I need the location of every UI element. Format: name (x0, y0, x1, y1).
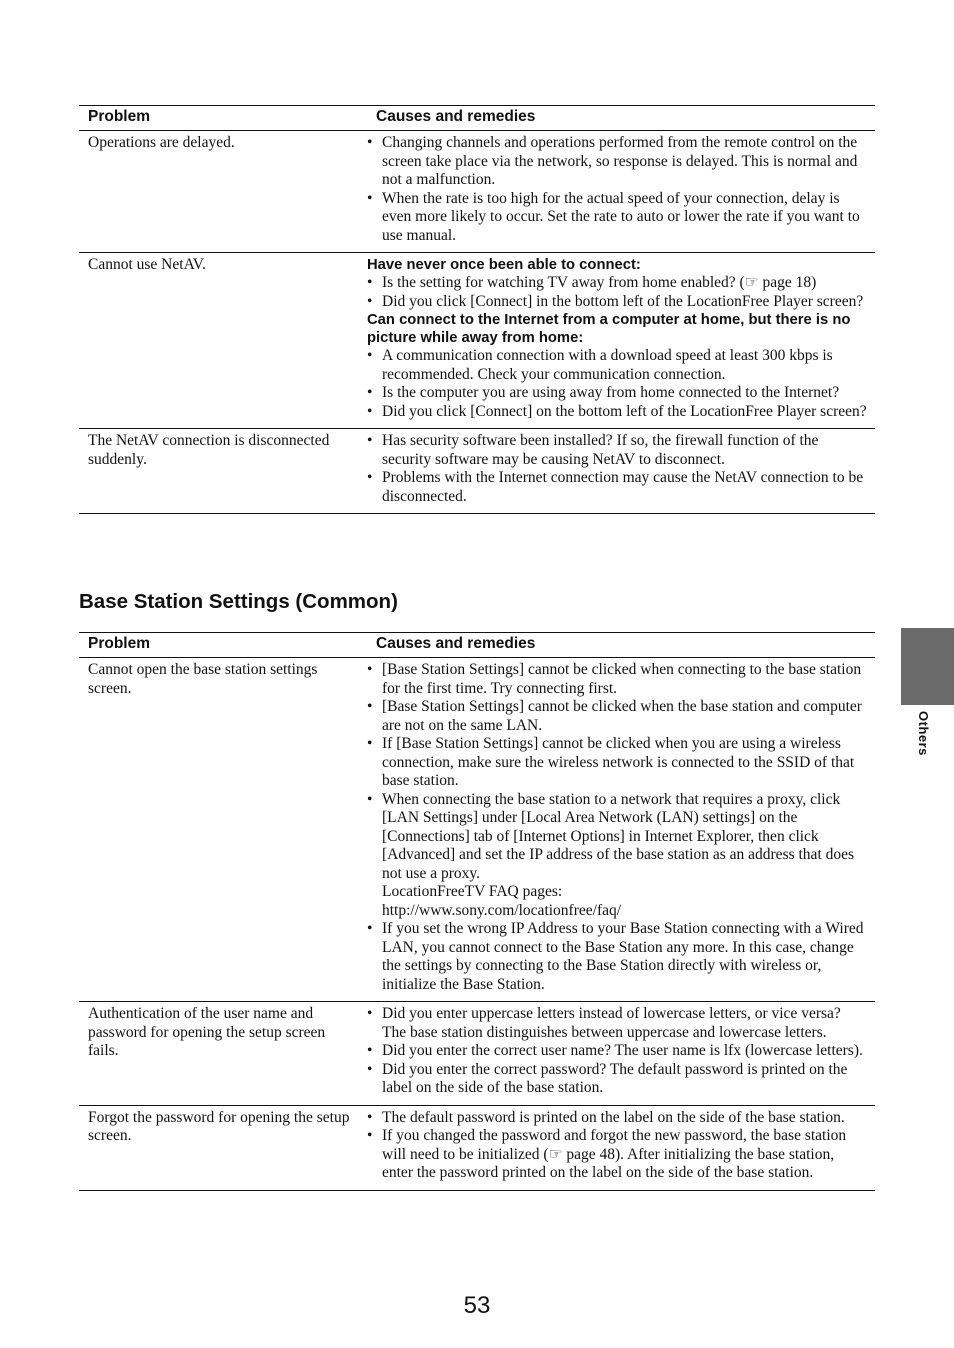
page-number: 53 (463, 1292, 491, 1319)
causes-cell (367, 1002, 875, 1106)
remedy-list (367, 134, 867, 245)
table-row (79, 1105, 875, 1190)
remedy-item: • Is the computer you are using away from home connected to the Internet? (367, 384, 867, 403)
remedy-item: • [Base Station Settings] cannot be clicked when the base station and computer are not on the same LAN. (367, 698, 867, 735)
remedy-item: • Changing channels and operations performed from the remote control on the screen take place via the network, so response is delayed. This is normal and not a malfunction. (367, 134, 867, 190)
column-header-problem: Problem (79, 633, 367, 658)
remedy-list (367, 432, 867, 506)
remedy-item: • Did you enter the correct password? The default password is printed on the label on the side of the base station. (367, 1061, 867, 1098)
column-header-causes: Causes and remedies (367, 633, 875, 658)
table-header-row (79, 106, 875, 131)
table-row (79, 131, 875, 253)
troubleshooting-table-netav (79, 105, 875, 514)
table-row (79, 1002, 875, 1106)
section-side-label: Others (916, 711, 931, 756)
causes-subheading: Can connect to the Internet from a computer at home, but there is no picture while away from home: (367, 312, 851, 346)
table-header-row (79, 633, 875, 658)
remedy-list (367, 1005, 867, 1098)
causes-cell (367, 429, 875, 514)
remedy-list (367, 661, 867, 994)
section-side-tab (901, 628, 954, 705)
remedy-item: • If [Base Station Settings] cannot be clicked when you are using a wireless connection, make sure the wireless network is connected to the SSID of that base station. (367, 735, 867, 791)
causes-cell (367, 658, 875, 1002)
problem-cell: Authentication of the user name and password for opening the setup screen fails. (79, 1002, 367, 1106)
causes-cell (367, 131, 875, 253)
remedy-item: • Problems with the Internet connection may cause the NetAV connection to be disconnected. (367, 469, 867, 506)
remedy-list (367, 274, 867, 311)
causes-subheading: Have never once been able to connect: (367, 257, 641, 273)
causes-cell (367, 1105, 875, 1190)
problem-cell: Cannot use NetAV. (79, 253, 367, 429)
problem-cell: Forgot the password for opening the setup screen. (79, 1105, 367, 1190)
remedy-item: • [Base Station Settings] cannot be clicked when connecting to the base station for the first time. Try connecting first. (367, 661, 867, 698)
troubleshooting-table-base-station (79, 632, 875, 1191)
remedy-list (367, 347, 867, 421)
problem-cell: Operations are delayed. (79, 131, 367, 253)
remedy-item: • Has security software been installed? If so, the firewall function of the security software may be causing NetAV to disconnect. (367, 432, 867, 469)
column-header-problem: Problem (79, 106, 367, 131)
column-header-causes: Causes and remedies (367, 106, 875, 131)
remedy-item: • Is the setting for watching TV away from home enabled? (☞ page 18) (367, 274, 867, 293)
table-body (79, 658, 875, 1191)
problem-cell: The NetAV connection is disconnected suddenly. (79, 429, 367, 514)
causes-cell (367, 253, 875, 429)
problem-cell: Cannot open the base station settings screen. (79, 658, 367, 1002)
remedy-item: • If you changed the password and forgot the new password, the base station will need to be initialized (☞ page 48). After initializing the base station, enter the password printed on the label on the side of the base station. (367, 1127, 867, 1183)
remedy-item: • Did you enter uppercase letters instead of lowercase letters, or vice versa? The base station distinguishes between uppercase and lowercase letters. (367, 1005, 867, 1042)
remedy-item: • A communication connection with a download speed at least 300 kbps is recommended. Check your communication connection. (367, 347, 867, 384)
remedy-item: • When the rate is too high for the actual speed of your connection, delay is even more likely to occur. Set the rate to auto or lower the rate if you want to use manual. (367, 190, 867, 246)
section-title: Base Station Settings (Common) (79, 590, 398, 613)
table-row (79, 658, 875, 1002)
remedy-item: • Did you enter the correct user name? The user name is lfx (lowercase letters). (367, 1042, 867, 1061)
table-row (79, 253, 875, 429)
remedy-item: • If you set the wrong IP Address to your Base Station connecting with a Wired LAN, you cannot connect to the Base Station any more. In this case, change the settings by connecting to the Base Station directly with wireless or, initialize the Base Station. (367, 920, 867, 994)
remedy-item: • Did you click [Connect] in the bottom left of the LocationFree Player screen? (367, 293, 867, 312)
table-row (79, 429, 875, 514)
table-body (79, 131, 875, 514)
remedy-item: • When connecting the base station to a network that requires a proxy, click [LAN Settings] under [Local Area Network (LAN) settings] on the [Connections] tab of [Internet Options] in Internet Explorer, then click [Advanced] and set the IP address of the base station as an address that does not use a proxy. LocationFreeTV FAQ pages: http://www.sony.com/locationfree/faq/ (367, 791, 867, 921)
remedy-item: • The default password is printed on the label on the side of the base station. (367, 1109, 867, 1128)
remedy-list (367, 1109, 867, 1183)
remedy-item: • Did you click [Connect] on the bottom left of the LocationFree Player screen? (367, 403, 867, 422)
